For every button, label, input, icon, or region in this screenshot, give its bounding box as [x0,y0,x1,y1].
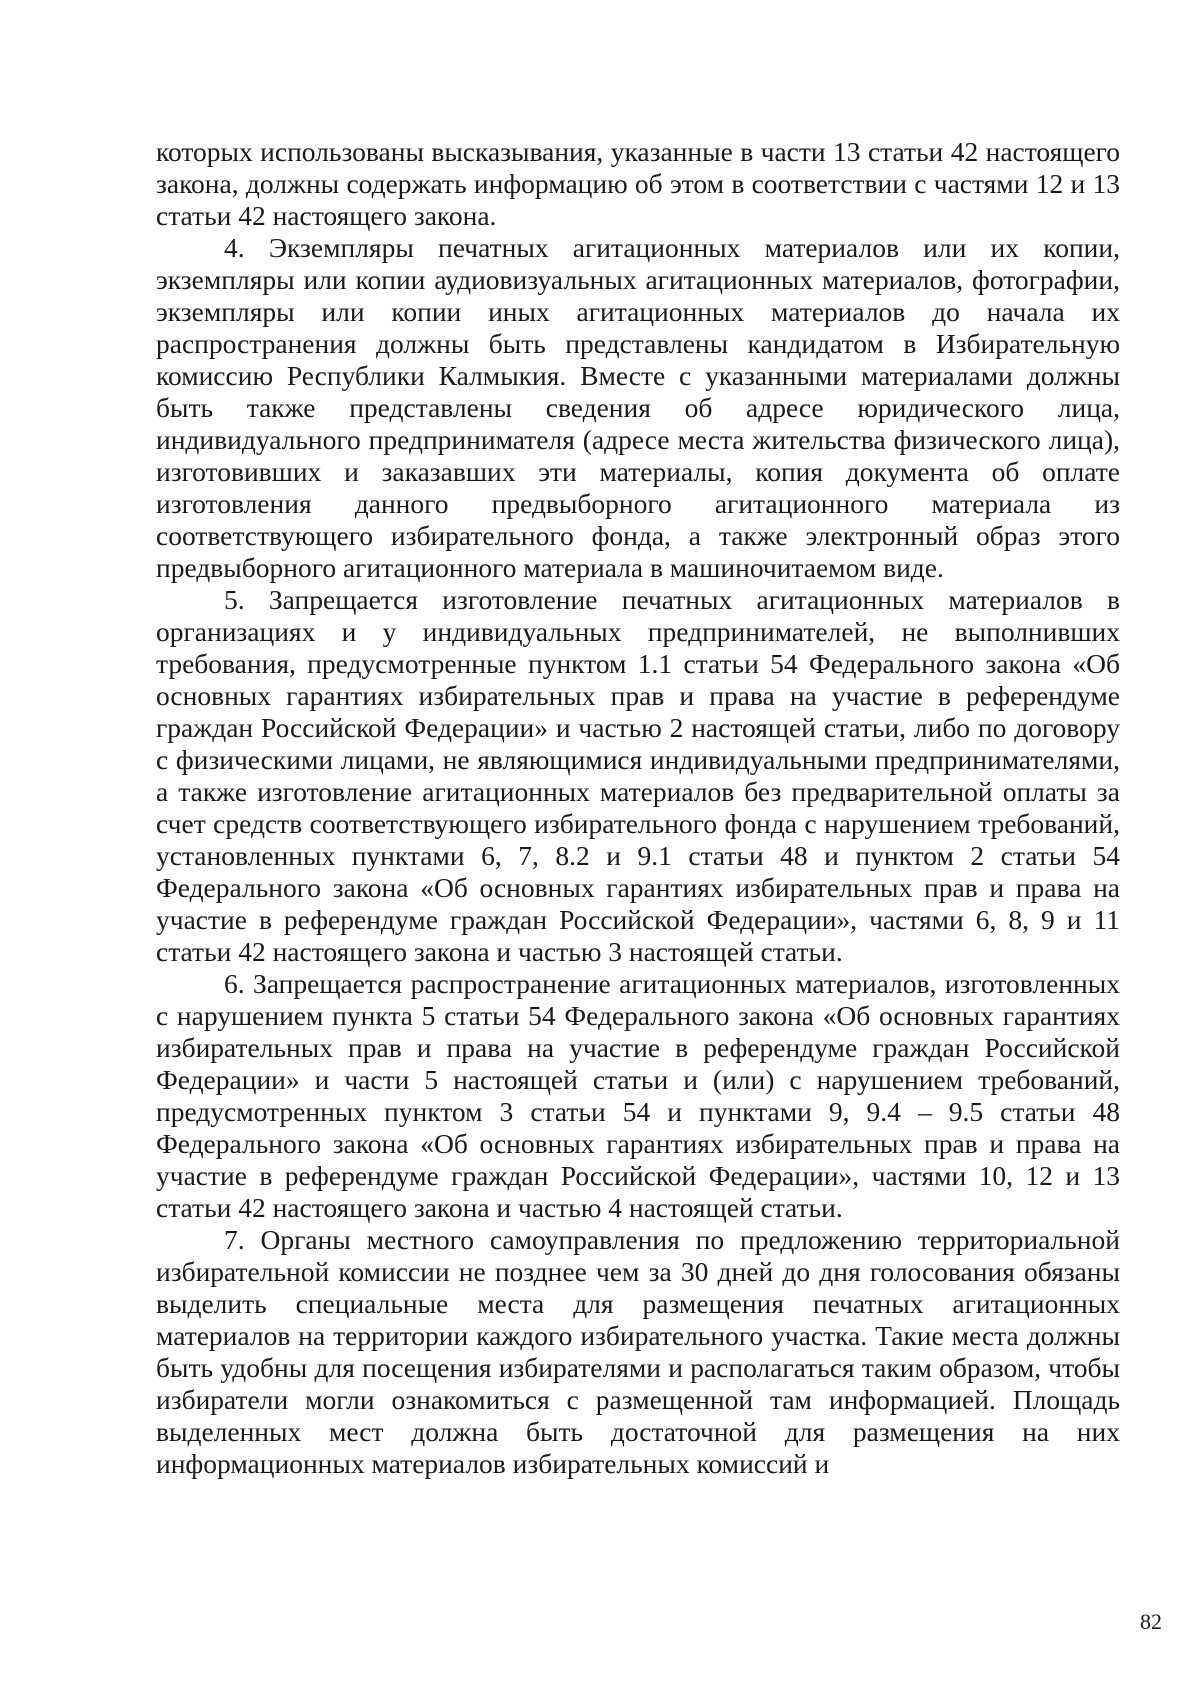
paragraph-item-4: 4. Экземпляры печатных агитационных материалов или их копии, экземпляры или копии аудиовизуальных агитационных материалов, фотографии, экземпляры или копии иных агитационных материалов до начала их распространения должны быть представлены кандидатом в Избирательную комиссию Республики Калмыкия. Вместе с указанными материалами должны быть также представлены сведения об адресе юридического лица, индивидуального предпринимателя (адресе места жительства физического лица), изготовивших и заказавших эти материалы, копия документа об оплате изготовления данного предвыборного агитационного материала из соответствующего избирательного фонда, а также электронный образ этого предвыборного агитационного материала в машиночитаемом виде. [156,232,1120,583]
paragraph-continuation: которых использованы высказывания, указанные в части 13 статьи 42 настоящего закона, должны содержать информацию об этом в соответствии с частями 12 и 13 статьи 42 настоящего закона. [156,136,1120,231]
paragraph-item-7: 7. Органы местного самоуправления по предложению территориальной избирательной комиссии не позднее чем за 30 дней до дня голосования обязаны выделить специальные места для размещения печатных агитационных материалов на территории каждого избирательного участка. Такие места должны быть удобны для посещения избирателями и располагаться таким образом, чтобы избиратели могли ознакомиться с размещенной там информацией. Площадь выделенных мест должна быть достаточной для размещения на них информационных материалов избирательных комиссий и [156,1224,1120,1479]
page-number: 82 [1140,1609,1162,1634]
paragraph-item-5: 5. Запрещается изготовление печатных агитационных материалов в организациях и у индивидуальных предпринимателей, не выполнивших требования, предусмотренные пунктом 1.1 статьи 54 Федерального закона «Об основных гарантиях избирательных прав и права на участие в референдуме граждан Российской Федерации» и частью 2 настоящей статьи, либо по договору с физическими лицами, не являющимися индивидуальными предпринимателями, а также изготовление агитационных материалов без предварительной оплаты за счет средств соответствующего избирательного фонда с нарушением требований, установленных пунктами 6, 7, 8.2 и 9.1 статьи 48 и пунктом 2 статьи 54 Федерального закона «Об основных гарантиях избирательных прав и права на участие в референдуме граждан Российской Федерации», частями 6, 8, 9 и 11 статьи 42 настоящего закона и частью 3 настоящей статьи. [156,584,1120,967]
paragraph-item-6: 6. Запрещается распространение агитационных материалов, изготовленных с нарушением пункта 5 статьи 54 Федерального закона «Об основных гарантиях избирательных прав и права на участие в референдуме граждан Российской Федерации» и части 5 настоящей статьи и (или) с нарушением требований, предусмотренных пунктом 3 статьи 54 и пунктами 9, 9.4 – 9.5 статьи 48 Федерального закона «Об основных гарантиях избирательных прав и права на участие в референдуме граждан Российской Федерации», частями 10, 12 и 13 статьи 42 настоящего закона и частью 4 настоящей статьи. [156,968,1120,1223]
body-text [156,136,1120,1480]
